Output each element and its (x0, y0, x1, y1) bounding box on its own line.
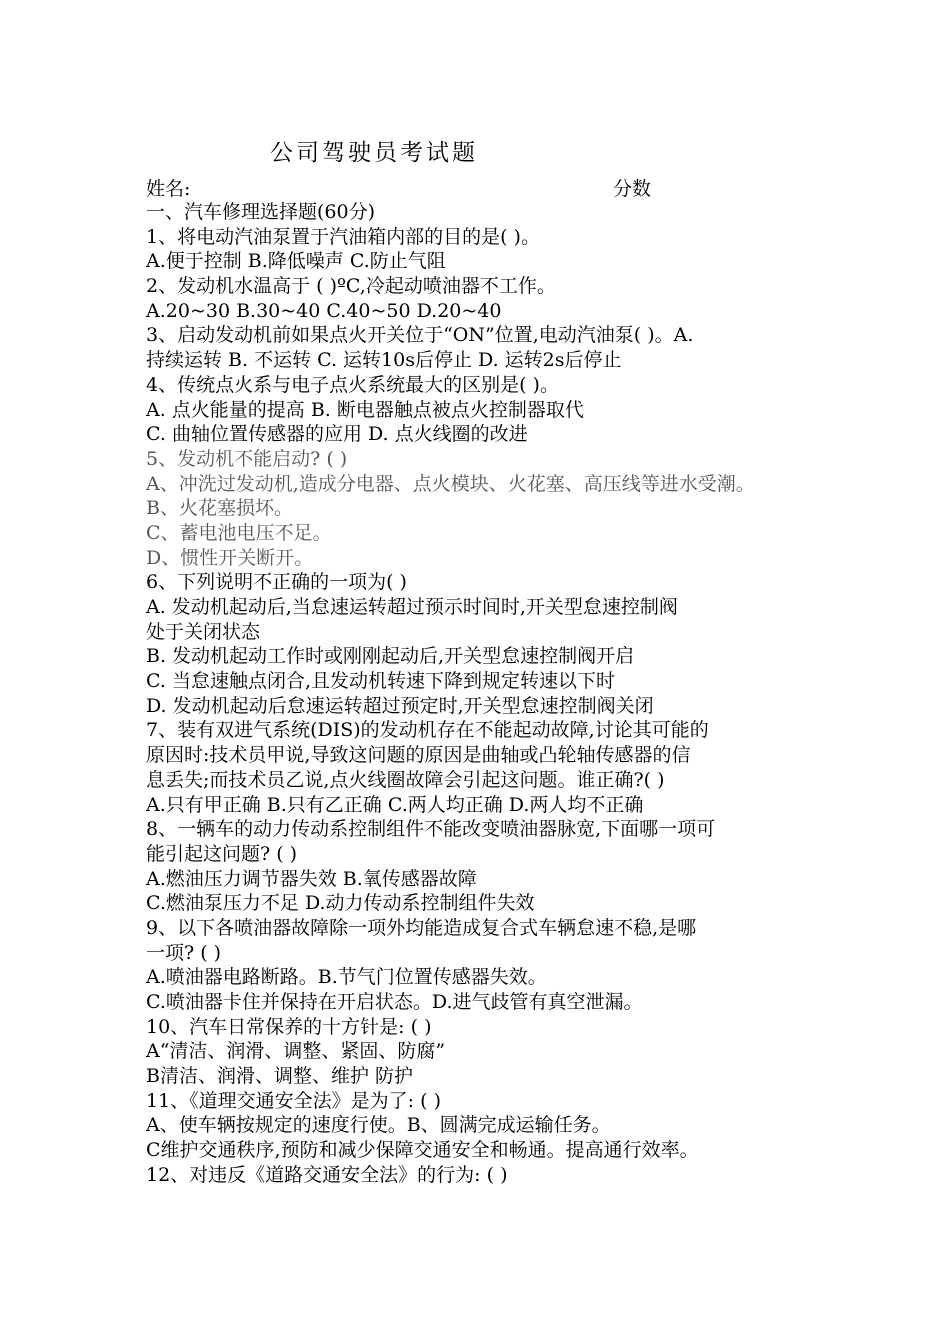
score-label: 分数 (613, 178, 652, 200)
question-6-option-b: B. 发动机起动工作时或刚刚起动后,开关型怠速控制阀开启 (146, 645, 635, 668)
question-7-cont-2: 息丢失;而技术员乙说,点火线圈故障会引起这问题。谁正确?( ) (146, 768, 665, 791)
question-6-option-c: C. 当怠速触点闭合,且发动机转速下降到规定转速以下时 (146, 670, 615, 693)
question-4-options-ab: A. 点火能量的提高 B. 断电器触点被点火控制器取代 (146, 398, 584, 421)
question-9-options-ab: A.喷油器电路断路。B.节气门位置传感器失效。 (146, 966, 547, 989)
section-heading: 一、汽车修理选择题(60分) (146, 201, 376, 223)
name-label: 姓名: (146, 178, 191, 200)
page-title: 公司驾驶员考试题 (270, 140, 478, 166)
question-9-cont: 一项? ( ) (146, 941, 222, 964)
question-6-option-d: D. 发动机起动后怠速运转超过预定时,开关型怠速控制阀关闭 (146, 694, 654, 717)
question-7-options: A.只有甲正确 B.只有乙正确 C.两人均正确 D.两人均不正确 (146, 793, 644, 816)
question-1-options: A.便于控制 B.降低噪声 C.防止气阻 (146, 250, 446, 273)
question-8-cont: 能引起这问题? ( ) (146, 842, 298, 865)
question-6-option-a-cont: 处于关闭状态 (146, 620, 261, 643)
question-11-options-ab: A、使车辆按规定的速度行使。B、圆满完成运输任务。 (146, 1114, 611, 1137)
question-5-option-c: C、蓄电池电压不足。 (146, 521, 332, 544)
question-7-cont-1: 原因时:技术员甲说,导致这问题的原因是曲轴或凸轮轴传感器的信 (146, 744, 691, 767)
question-9-options-cd: C.喷油器卡住并保持在开启状态。D.进气歧管有真空泄漏。 (146, 991, 643, 1013)
question-2-options: A.20~30 B.30~40 C.40~50 D.20~40 (146, 299, 502, 322)
question-8: 8、一辆车的动力传动系控制组件不能改变喷油器脉宽,下面哪一项可 (146, 818, 716, 841)
question-2: 2、发动机水温高于 ( )ºC,冷起动喷油器不工作。 (146, 275, 556, 298)
question-12: 12、对违反《道路交通安全法》的行为: ( ) (146, 1163, 508, 1186)
question-5-option-d: D、惯性开关断开。 (146, 546, 314, 569)
question-10: 10、汽车日常保养的十方针是: ( ) (146, 1015, 432, 1038)
question-5-option-a: A、冲洗过发动机,造成分电器、点火模块、火花塞、高压线等进水受潮。 (146, 472, 755, 495)
question-3-options: 持续运转 B. 不运转 C. 运转10s后停止 D. 运转2s后停止 (146, 349, 622, 372)
question-3: 3、启动发动机前如果点火开关位于“ON”位置,电动汽油泵( )。A. (146, 324, 694, 347)
question-8-options-cd: C.燃油泵压力不足 D.动力传动系控制组件失效 (146, 892, 535, 915)
question-9: 9、以下各喷油器故障除一项外均能造成复合式车辆怠速不稳,是哪 (146, 916, 697, 939)
question-6: 6、下列说明不正确的一项为( ) (146, 571, 407, 594)
question-6-option-a: A. 发动机起动后,当怠速运转超过预示时间时,开关型怠速控制阀 (146, 596, 678, 618)
exam-header (146, 174, 666, 200)
question-7: 7、装有双进气系统(DIS)的发动机存在不能起动故障,讨论其可能的 (146, 719, 709, 742)
question-5-option-b: B、火花塞损坏。 (146, 497, 293, 520)
question-10-option-b: B清洁、润滑、调整、维护 防护 (146, 1065, 414, 1088)
question-11: 11、《道理交通安全法》是为了: ( ) (146, 1089, 441, 1112)
question-10-option-a: A“清洁、润滑、调整、紧固、防腐” (146, 1040, 446, 1063)
question-8-options-ab: A.燃油压力调节器失效 B.氧传感器故障 (146, 867, 477, 890)
question-4-options-cd: C. 曲轴位置传感器的应用 D. 点火线圈的改进 (146, 423, 528, 446)
question-list (146, 200, 826, 1188)
question-11-option-c: C维护交通秩序,预防和减少保障交通安全和畅通。提高通行效率。 (146, 1139, 699, 1162)
question-5: 5、发动机不能启动? ( ) (146, 447, 348, 470)
question-4: 4、传统点火系与电子点火系统最大的区别是( )。 (146, 373, 559, 396)
question-1: 1、将电动汽油泵置于汽油箱内部的目的是( )。 (146, 225, 540, 248)
